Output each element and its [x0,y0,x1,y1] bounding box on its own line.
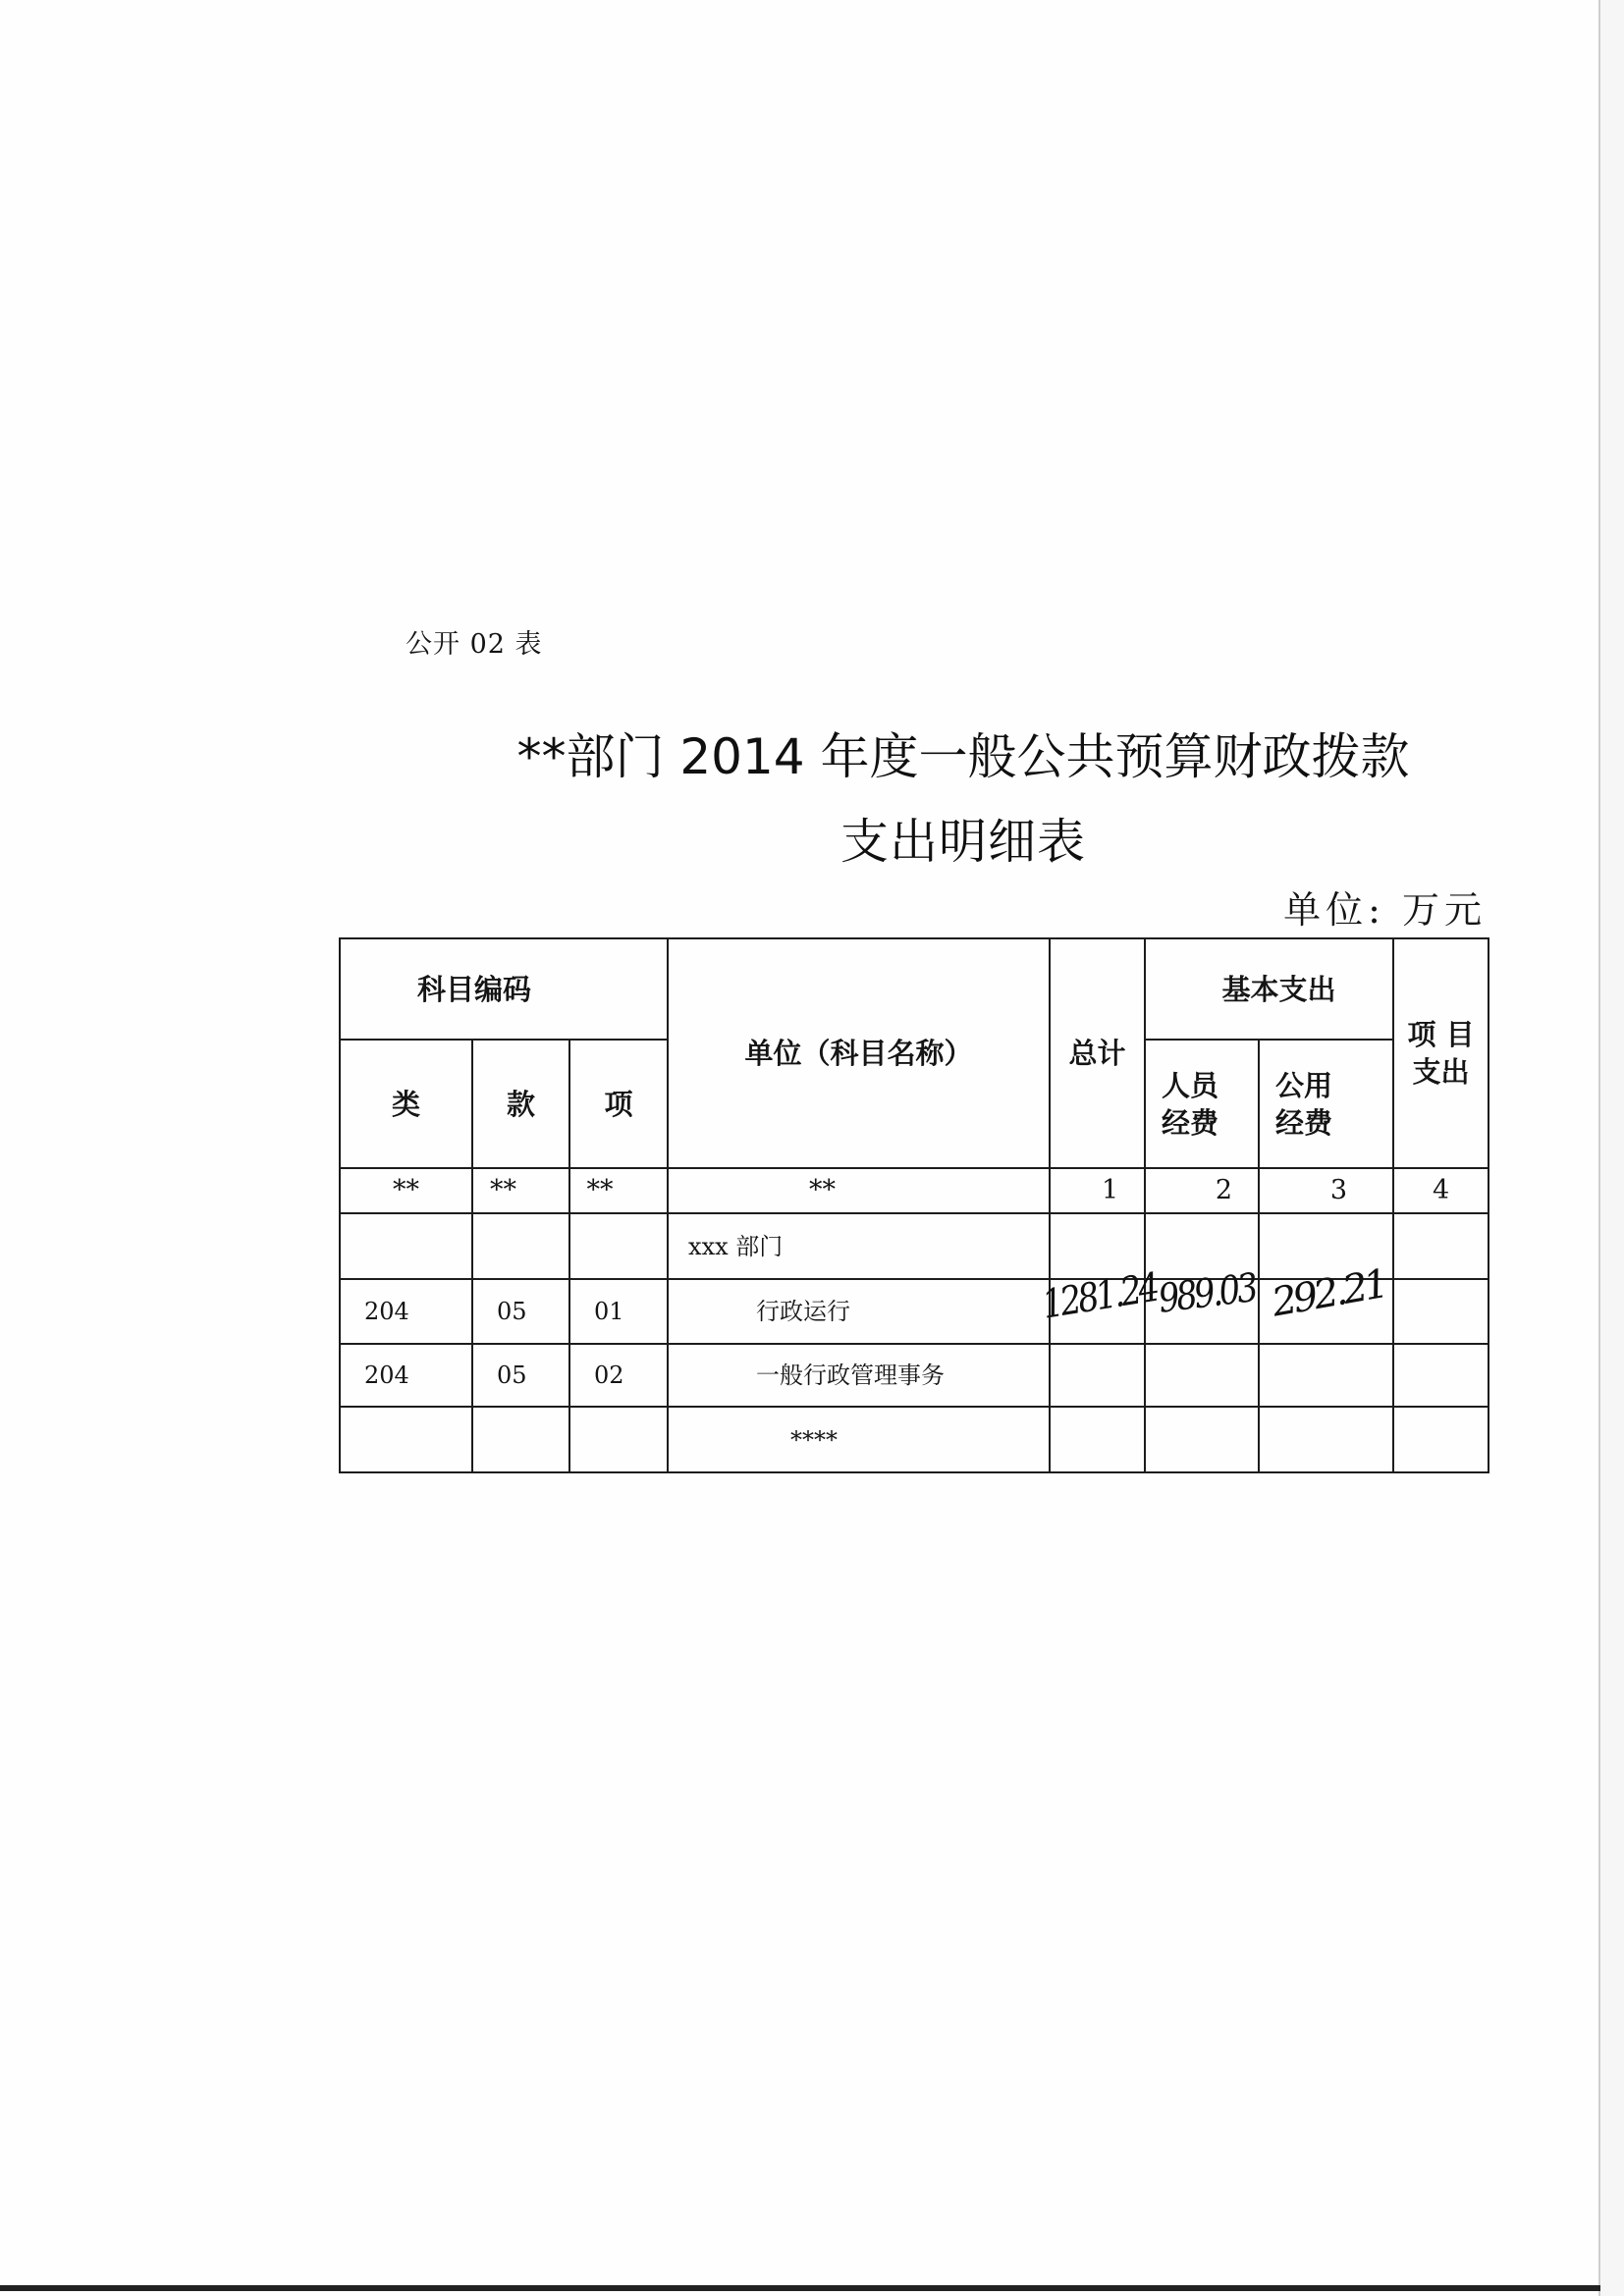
cell-kuan: 05 [472,1279,569,1344]
handwritten-total-value: 1281.24 [1039,1265,1160,1328]
public-header-line1: 公用 [1275,1068,1333,1102]
form-code: 公开 02 表 [406,629,543,660]
personnel-header-line2: 经费 [1162,1105,1219,1140]
cell-project [1393,1344,1489,1407]
cell-lei [340,1213,472,1279]
index-row [340,1168,1489,1213]
cell-xiang [569,1407,668,1472]
unit-label: 单位: 万元 [1283,888,1487,932]
handwritten-public-value: 292.21 [1269,1261,1389,1326]
index-cell: 4 [1393,1168,1489,1213]
table-row [340,1344,1489,1407]
cell-total [1050,1344,1145,1407]
cell-public [1259,1344,1393,1407]
xiang-header: 项 [569,1040,668,1168]
project-expenditure-header [1393,938,1489,1168]
personnel-header [1145,1040,1259,1168]
cell-unit-name: 行政运行 [668,1279,1050,1344]
cell-total [1050,1407,1145,1472]
index-cell: ** [340,1168,472,1213]
cell-personnel [1145,1407,1259,1472]
index-cell: 3 [1259,1168,1393,1213]
project-header-line1: 项 目 [1407,1018,1475,1051]
index-cell: ** [668,1168,1050,1213]
cell-lei: 204 [340,1344,472,1407]
cell-public [1259,1407,1393,1472]
cell-lei [340,1407,472,1472]
expenditure-detail-table [339,937,1489,1473]
kuan-header: 款 [472,1040,569,1168]
header-row-1 [340,938,1489,1040]
table-row [340,1213,1489,1279]
cell-personnel [1145,1344,1259,1407]
cell-xiang [569,1213,668,1279]
cell-project [1393,1213,1489,1279]
cell-project [1393,1407,1489,1472]
cell-project [1393,1279,1489,1344]
personnel-header-line1: 人员 [1162,1068,1219,1102]
cell-kuan [472,1213,569,1279]
cell-xiang: 02 [569,1344,668,1407]
basic-expenditure-header: 基本支出 [1145,938,1393,1040]
table-row [340,1407,1489,1472]
document-title-line1: **部门 2014 年度一般公共预算财政拨款 [516,728,1410,785]
index-cell: 1 [1050,1168,1145,1213]
index-cell: ** [569,1168,668,1213]
cell-xiang: 01 [569,1279,668,1344]
index-cell: 2 [1145,1168,1259,1213]
cell-lei: 204 [340,1279,472,1344]
handwritten-personnel-value: 989.03 [1156,1265,1258,1322]
scan-edge-right [1598,0,1624,2296]
public-header [1259,1040,1393,1168]
lei-header: 类 [340,1040,472,1168]
document-title-line2: 支出明细表 [839,814,1086,870]
cell-unit-name: **** [668,1407,1050,1472]
cell-unit-name: 一般行政管理事务 [668,1344,1050,1407]
index-cell: ** [472,1168,569,1213]
unit-name-header: 单位（科目名称） [668,938,1050,1168]
scan-edge-bottom [0,2285,1600,2291]
project-header-line2: 支出 [1412,1055,1470,1089]
cell-unit-name: xxx 部门 [668,1213,1050,1279]
cell-kuan: 05 [472,1344,569,1407]
subject-code-header: 科目编码 [340,938,668,1040]
cell-kuan [472,1407,569,1472]
total-header: 总计 [1050,938,1145,1168]
public-header-line2: 经费 [1275,1105,1333,1140]
